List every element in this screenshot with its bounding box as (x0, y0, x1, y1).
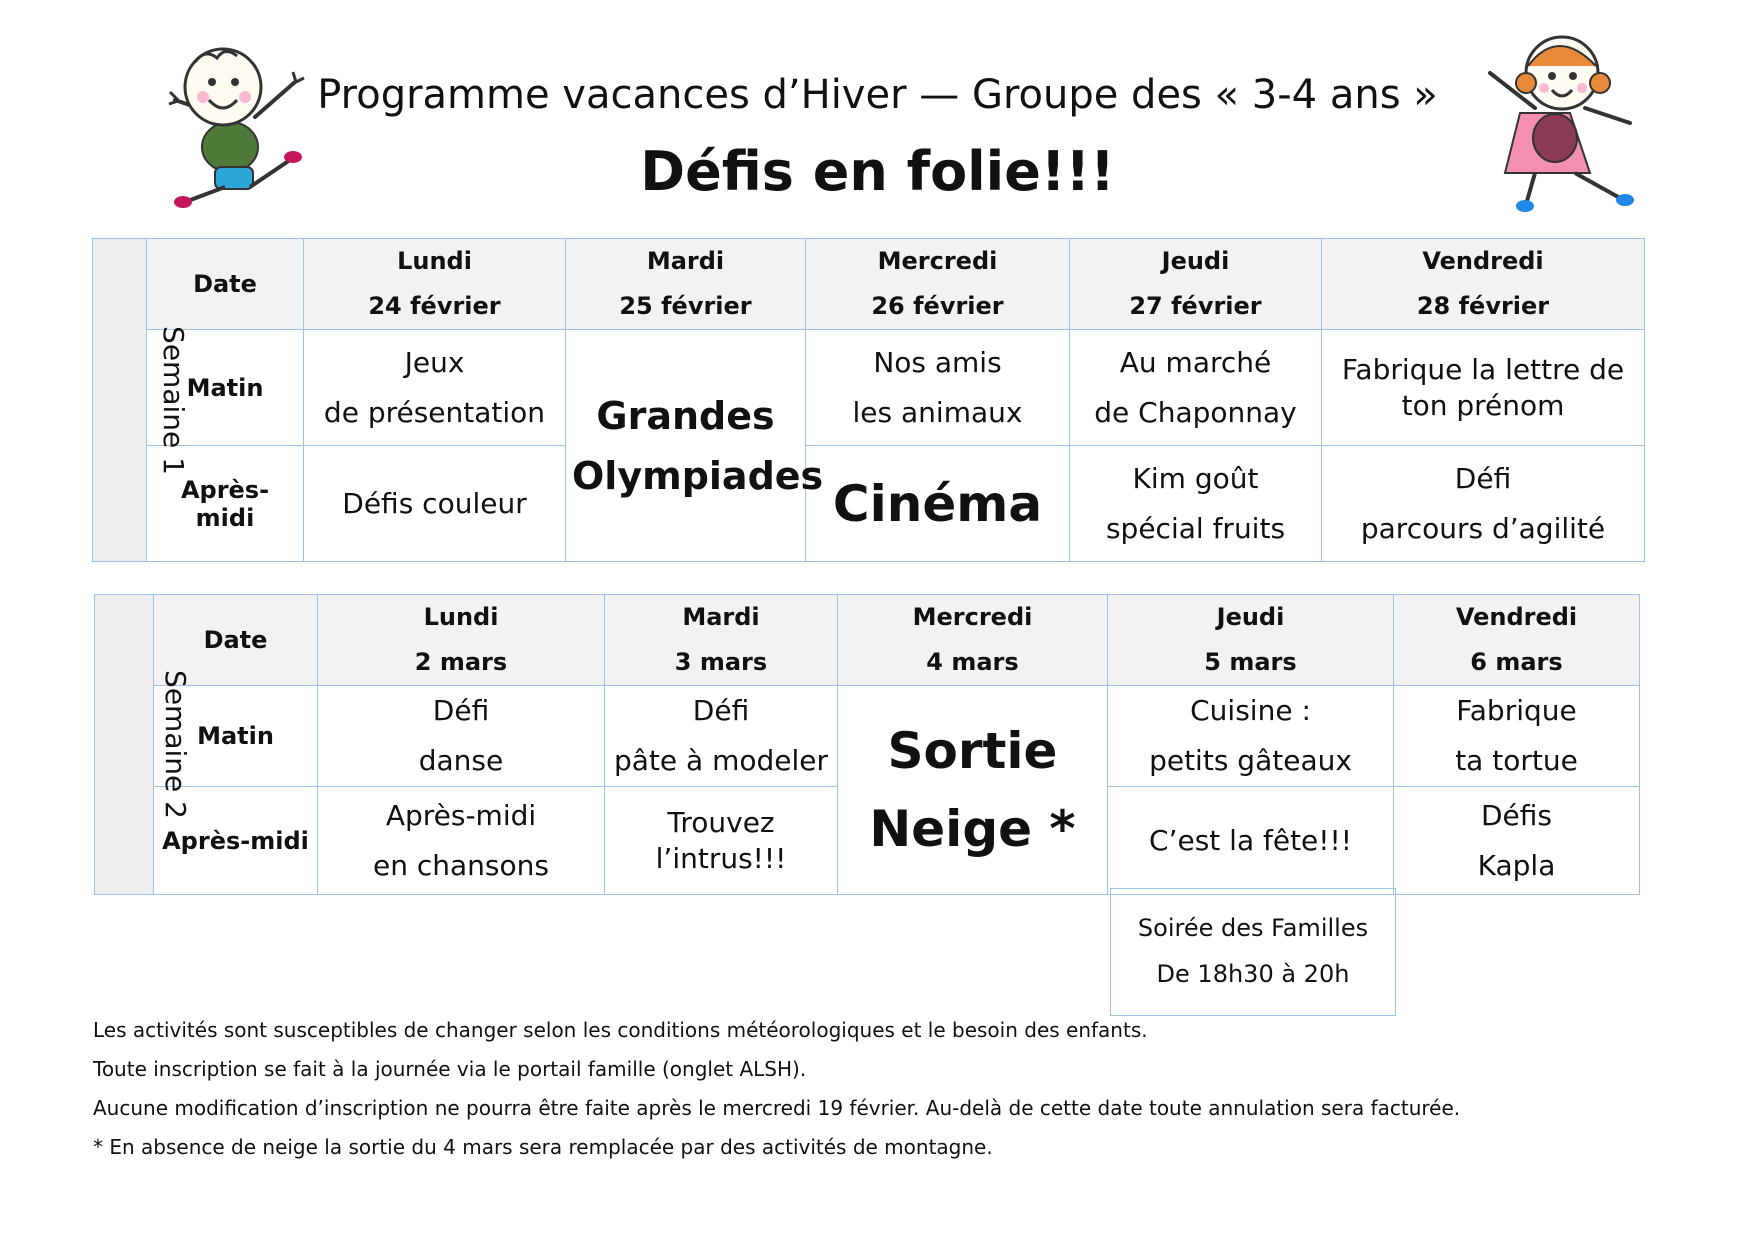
activity-cell-allday: Sortie Neige * (838, 686, 1108, 895)
family-evening-box: Soirée des Familles De 18h30 à 20h (1110, 888, 1396, 1016)
morning-label: Matin (147, 330, 304, 446)
notes (93, 1018, 1460, 1174)
date-label: Date (154, 595, 318, 686)
week1-table (92, 238, 1645, 562)
note-line: Toute inscription se fait à la journée via le portail famille (onglet ALSH). (93, 1057, 807, 1081)
activity-cell-allday: Grandes Olympiades (566, 330, 806, 562)
week1-label: Semaine 1 (93, 239, 147, 562)
day-header: Mercredi 4 mars (838, 595, 1108, 686)
day-header: Jeudi 27 février (1070, 239, 1322, 330)
day-header: Lundi 24 février (304, 239, 566, 330)
day-header: Mardi 25 février (566, 239, 806, 330)
day-header: Mercredi 26 février (806, 239, 1070, 330)
activity-cell: Trouvez l’intrus!!! (605, 787, 838, 895)
day-header: Lundi 2 mars (318, 595, 605, 686)
activity-cell: Kim goût spécial fruits (1070, 446, 1322, 562)
activity-cell: Nos amis les animaux (806, 330, 1070, 446)
activity-cell: Défi danse (318, 686, 605, 787)
activity-cell: Jeux de présentation (304, 330, 566, 446)
note-line: Aucune modification d’inscription ne pourra être faite après le mercredi 19 février. Au-delà de cette date toute annulation sera facturée. (93, 1096, 1461, 1120)
date-label: Date (147, 239, 304, 330)
afternoon-label: Après-midi (147, 446, 304, 562)
day-header: Jeudi 5 mars (1108, 595, 1394, 686)
day-header: Vendredi 6 mars (1394, 595, 1640, 686)
activity-cell: Après-midi en chansons (318, 787, 605, 895)
page-subtitle: Programme vacances d’Hiver — Groupe des « 3-4 ans » (317, 72, 1438, 118)
activity-cell: Défis couleur (304, 446, 566, 562)
activity-cell: Fabrique la lettre de ton prénom (1322, 330, 1645, 446)
morning-label: Matin (154, 686, 318, 787)
activity-cell: Défis Kapla (1394, 787, 1640, 895)
week2-label: Semaine 2 (95, 595, 154, 895)
day-header: Mardi 3 mars (605, 595, 838, 686)
page-title: Défis en folie!!! (640, 140, 1115, 203)
day-header: Vendredi 28 février (1322, 239, 1645, 330)
activity-cell: Défi parcours d’agilité (1322, 446, 1645, 562)
week2-table (94, 594, 1640, 895)
activity-cell: Cinéma (806, 446, 1070, 562)
activity-cell: Au marché de Chaponnay (1070, 330, 1322, 446)
afternoon-label: Après-midi (154, 787, 318, 895)
activity-cell: Fabrique ta tortue (1394, 686, 1640, 787)
note-line: Les activités sont susceptibles de changer selon les conditions météorologiques et le besoin des enfants. (93, 1018, 1148, 1042)
note-line: * En absence de neige la sortie du 4 mars sera remplacée par des activités de montagne. (93, 1135, 993, 1159)
activity-cell: Cuisine : petits gâteaux (1108, 686, 1394, 787)
activity-cell: C’est la fête!!! (1108, 787, 1394, 895)
activity-cell: Défi pâte à modeler (605, 686, 838, 787)
